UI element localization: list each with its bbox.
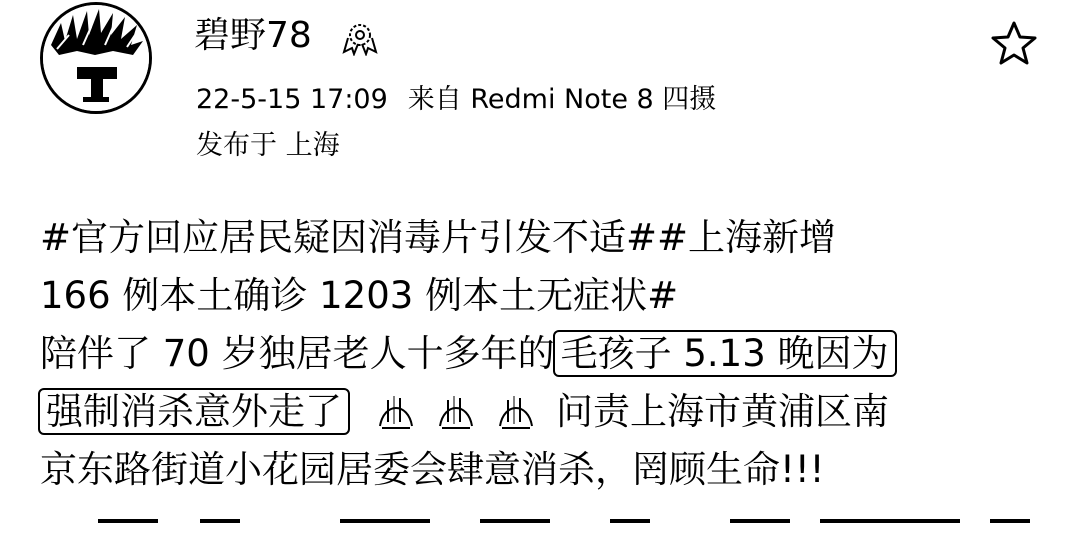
- post-source: 来自 Redmi Note 8 四摄: [407, 84, 717, 115]
- avatar[interactable]: [40, 2, 152, 114]
- text-fragment: [820, 519, 960, 535]
- post-text: 京东路街道小花园居委会肆意消杀，罔顾生命!!!: [40, 448, 825, 491]
- text-fragment: [990, 519, 1030, 535]
- hashtag-link[interactable]: #上海新增: [657, 216, 837, 259]
- text-fragment: [730, 519, 790, 535]
- username[interactable]: 碧野78: [194, 15, 312, 56]
- star-icon[interactable]: [990, 20, 1038, 66]
- text-fragment: [610, 519, 650, 535]
- text-fragment: [200, 519, 240, 535]
- highlighted-text: 强制消杀意外走了: [38, 388, 350, 435]
- post-meta: [196, 80, 716, 120]
- crying-emoji-icon: [494, 392, 538, 430]
- post-timestamp: 22-5-15 17:09: [196, 84, 388, 115]
- hashtag-link[interactable]: #官方回应居民疑因消毒片引发不适#: [40, 216, 658, 259]
- crying-emoji-icon: [434, 392, 478, 430]
- post-text: 陪伴了 70 岁独居老人十多年的: [40, 332, 555, 375]
- post-text-partial: [40, 517, 1050, 535]
- member-badge-icon: [340, 22, 380, 56]
- crying-emoji-icon: [374, 392, 418, 430]
- avatar-image: [43, 5, 149, 111]
- post-text: 问责上海市黄浦区南: [556, 390, 889, 433]
- text-fragment: [98, 519, 158, 535]
- post-content: [40, 209, 1050, 499]
- emoji-group: [366, 383, 546, 441]
- text-fragment: [340, 519, 430, 535]
- text-fragment: [480, 519, 550, 535]
- highlighted-text: 毛孩子 5.13 晚因为: [553, 330, 897, 377]
- post-location: 发布于 上海: [196, 130, 340, 161]
- hashtag-link-continued[interactable]: 166 例本土确诊 1203 例本土无症状#: [40, 274, 679, 317]
